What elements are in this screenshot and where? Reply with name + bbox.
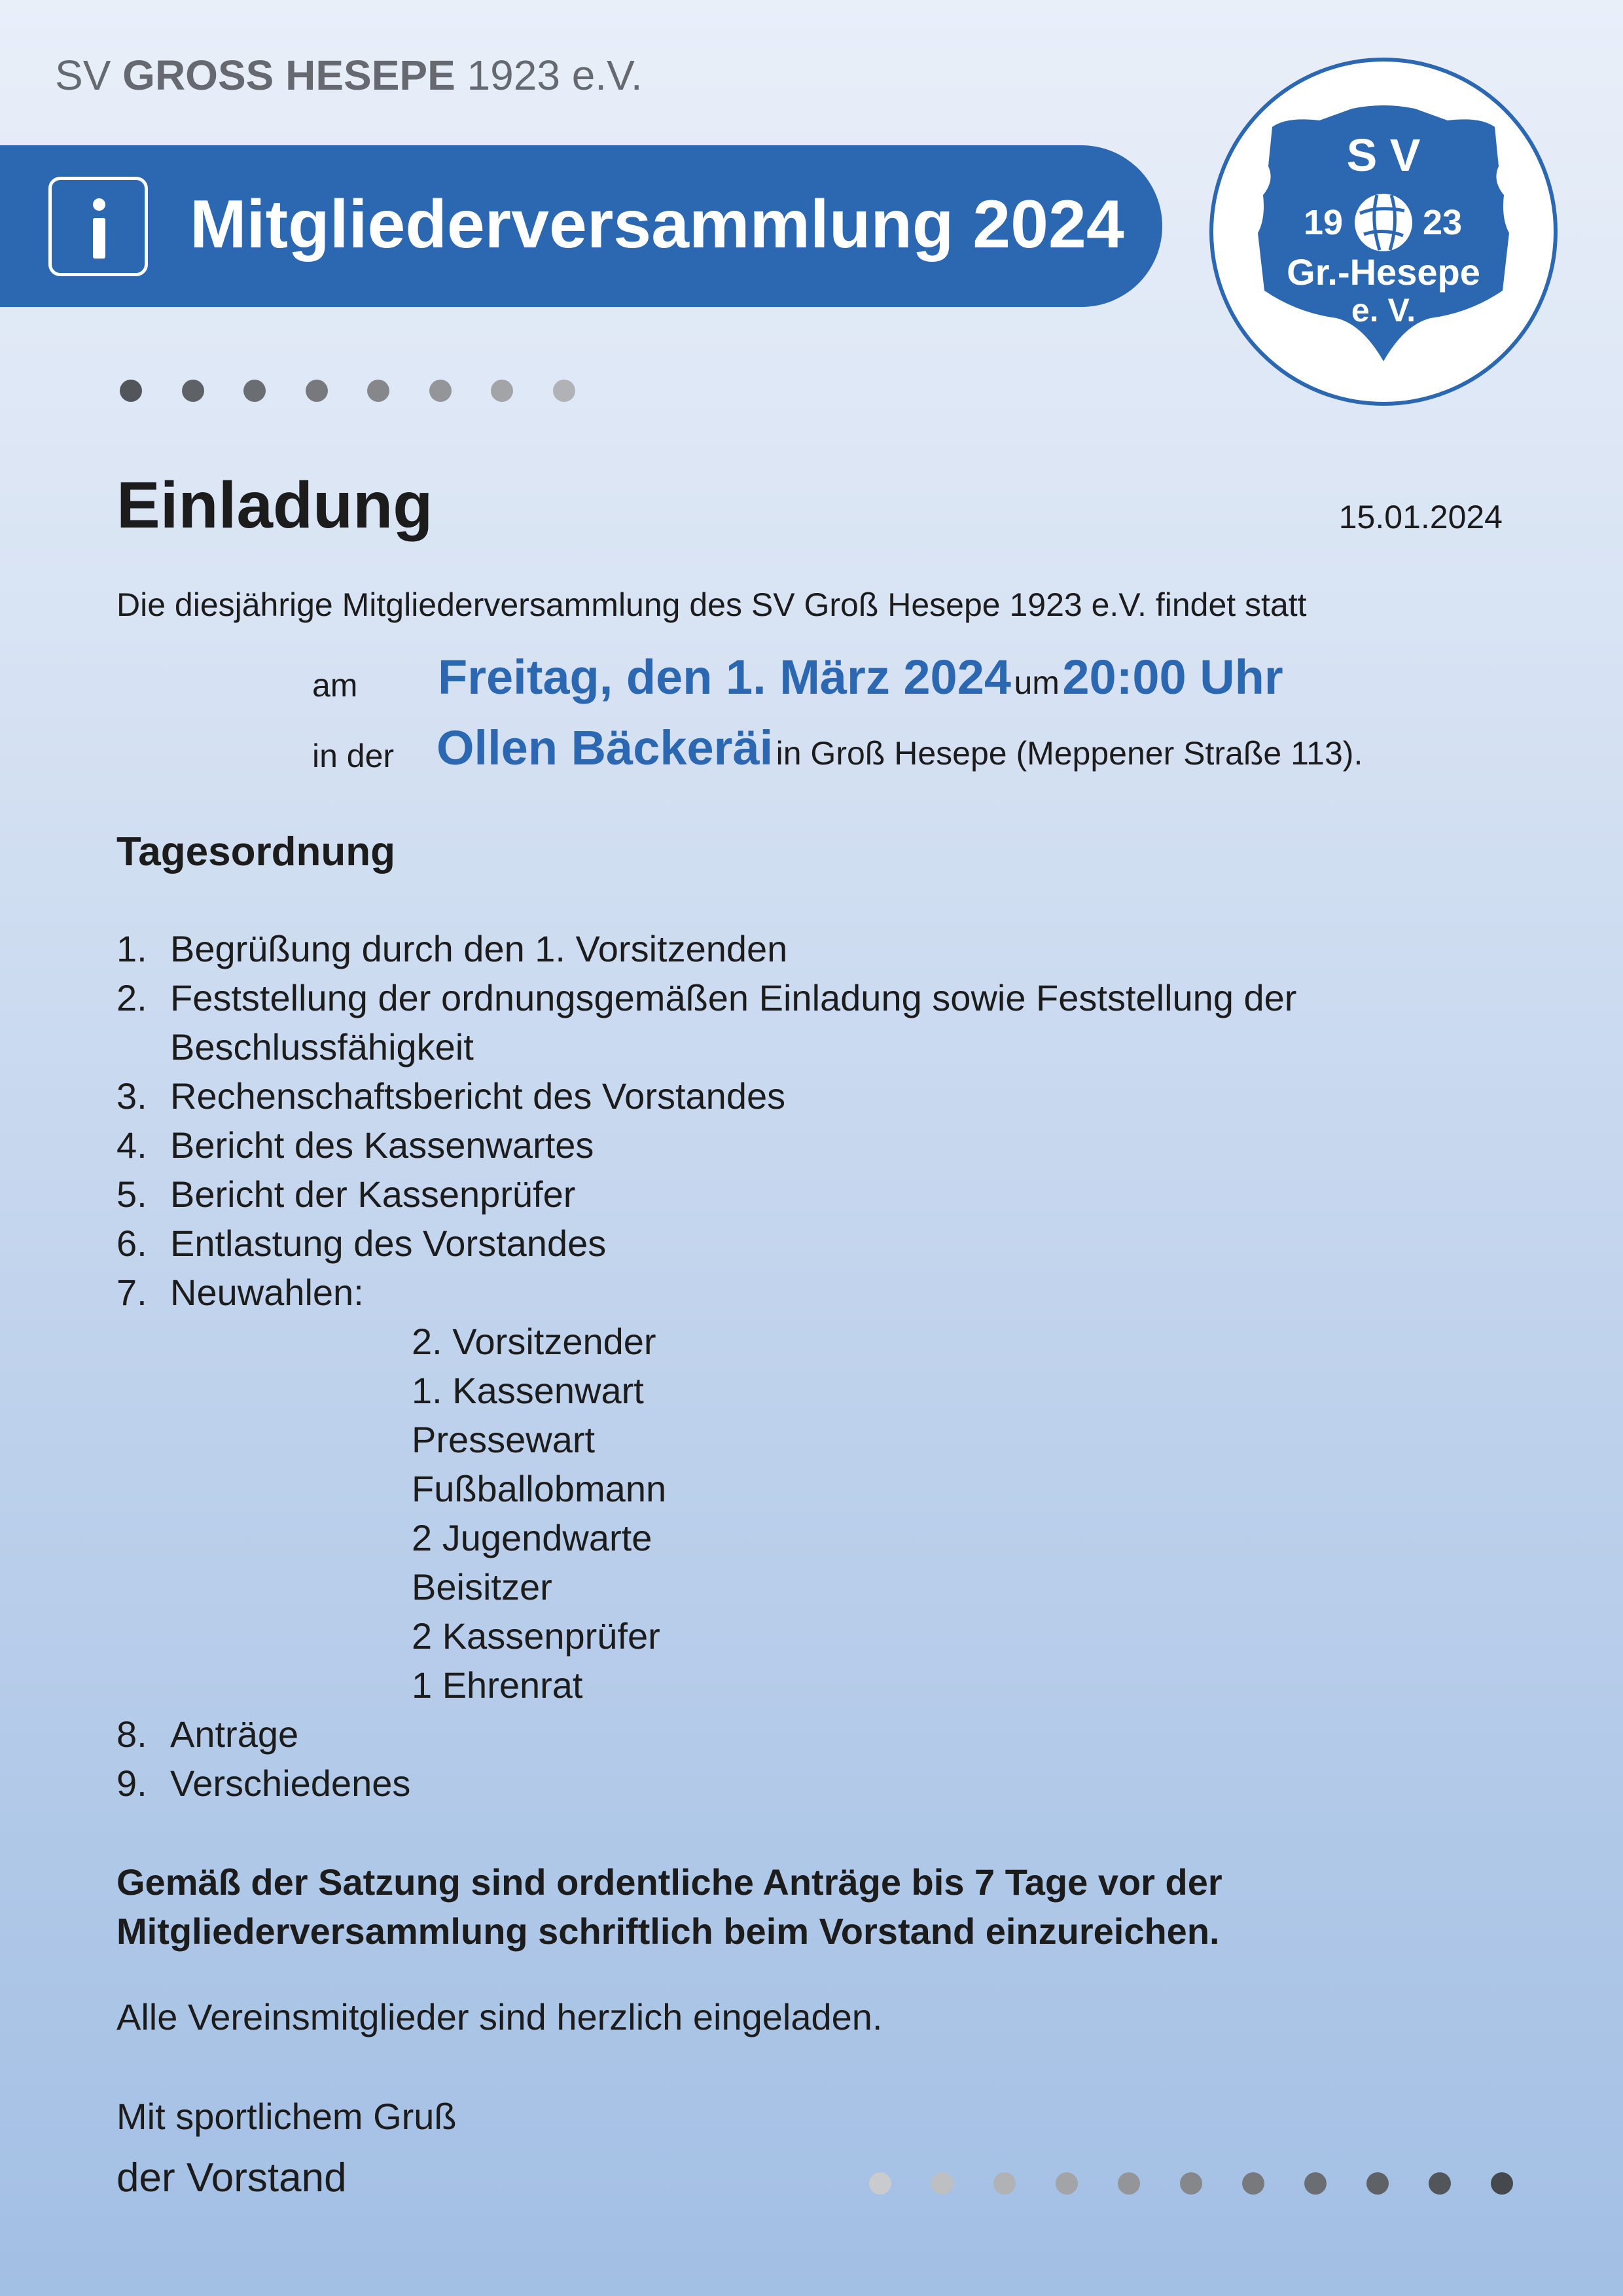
- agenda-item: 4. Bericht des Kassenwartes: [116, 1124, 594, 1166]
- decorative-dot: [1242, 2172, 1264, 2195]
- decorative-dot: [306, 380, 328, 402]
- motions-notice: Gemäß der Satzung sind ordentliche Anträge bis 7 Tage vor der Mitgliederversammlung schriftlich beim Vorstand einzureichen.: [116, 1861, 1222, 1952]
- greeting-text: Mit sportlichem Gruß: [116, 2096, 457, 2137]
- club-prefix: SV: [55, 52, 111, 99]
- info-icon: [48, 177, 148, 276]
- agenda-item: 6. Entlastung des Vorstandes: [116, 1223, 607, 1264]
- agenda-item: 2. Feststellung der ordnungsgemäßen Einladung sowie Feststellung der Beschlussfähigkeit: [116, 977, 1297, 1067]
- event-time: 20:00 Uhr: [1062, 650, 1283, 704]
- logo-year-left: 19: [1303, 203, 1344, 242]
- decorative-dot: [1056, 2172, 1078, 2195]
- election-item: 1. Kassenwart: [412, 1370, 644, 1411]
- agenda-list: [116, 924, 1296, 1808]
- logo-ev: e. V.: [1351, 292, 1416, 329]
- decorative-dot: [491, 380, 513, 402]
- banner-title: Mitgliederversammlung 2024: [190, 187, 1124, 262]
- decorative-dot: [1491, 2172, 1513, 2195]
- logo-town: Gr.-Hesepe: [1287, 251, 1480, 293]
- decorative-dot: [993, 2172, 1016, 2195]
- decorative-dots-bottom: [869, 2172, 1517, 2195]
- agenda-title: Tagesordnung: [116, 829, 395, 874]
- event-venue: Ollen Bäckeräi: [437, 721, 774, 775]
- decorative-dot: [1429, 2172, 1451, 2195]
- election-item: Fußballobmann: [412, 1468, 667, 1509]
- decorative-dot: [1180, 2172, 1202, 2195]
- election-item: Beisitzer: [412, 1566, 552, 1607]
- club-suffix: 1923 e.V.: [467, 52, 643, 99]
- election-item: 2 Jugendwarte: [412, 1517, 652, 1558]
- football-icon: [1355, 194, 1412, 251]
- logo-sv: S V: [1346, 130, 1421, 181]
- event-venue-label: in der: [312, 738, 395, 774]
- election-item: 1 Ehrenrat: [412, 1664, 583, 1706]
- event-date-label: am: [312, 667, 358, 704]
- agenda-item: 5. Bericht der Kassenprüfer: [116, 1174, 576, 1215]
- agenda-item: 7. Neuwahlen:: [116, 1272, 364, 1313]
- club-name: GROSS HESEPE: [122, 52, 455, 99]
- club-title: [55, 46, 643, 105]
- decorative-dot: [1118, 2172, 1140, 2195]
- decorative-dot: [931, 2172, 954, 2195]
- invitation-text: Alle Vereinsmitglieder sind herzlich eingeladen.: [116, 1996, 883, 2037]
- decorative-dot: [553, 380, 575, 402]
- decorative-dot: [869, 2172, 891, 2195]
- event-date-row: [0, 649, 1623, 715]
- event-address: in Groß Hesepe (Meppener Straße 113).: [776, 735, 1363, 772]
- agenda-item: 3. Rechenschaftsbericht des Vorstandes: [116, 1075, 786, 1117]
- decorative-dot: [182, 380, 204, 402]
- election-item: 2. Vorsitzender: [412, 1321, 656, 1362]
- agenda-item: 9. Verschiedenes: [116, 1763, 411, 1804]
- agenda-item: 1. Begrüßung durch den 1. Vorsitzenden: [116, 928, 788, 969]
- decorative-dot: [367, 380, 389, 402]
- club-logo: [1208, 56, 1559, 407]
- logo-year-right: 23: [1422, 203, 1463, 242]
- intro-text: Die diesjährige Mitgliederversammlung des SV Groß Hesepe 1923 e.V. findet statt: [116, 586, 1307, 623]
- decorative-dots-top: [120, 380, 591, 402]
- signature: der Vorstand: [116, 2155, 347, 2200]
- election-item: 2 Kassenprüfer: [412, 1615, 660, 1657]
- decorative-dot: [243, 380, 266, 402]
- agenda-item: 8. Anträge: [116, 1713, 299, 1755]
- event-venue-row: [0, 720, 1623, 785]
- decorative-dot: [120, 380, 142, 402]
- decorative-dot: [1304, 2172, 1327, 2195]
- event-time-joiner: um: [1014, 664, 1060, 701]
- election-item: Pressewart: [412, 1419, 596, 1460]
- document-date: 15.01.2024: [1338, 499, 1503, 535]
- page-title: Einladung: [116, 469, 433, 542]
- event-date: Freitag, den 1. März 2024: [438, 650, 1012, 704]
- decorative-dot: [429, 380, 452, 402]
- decorative-dot: [1366, 2172, 1389, 2195]
